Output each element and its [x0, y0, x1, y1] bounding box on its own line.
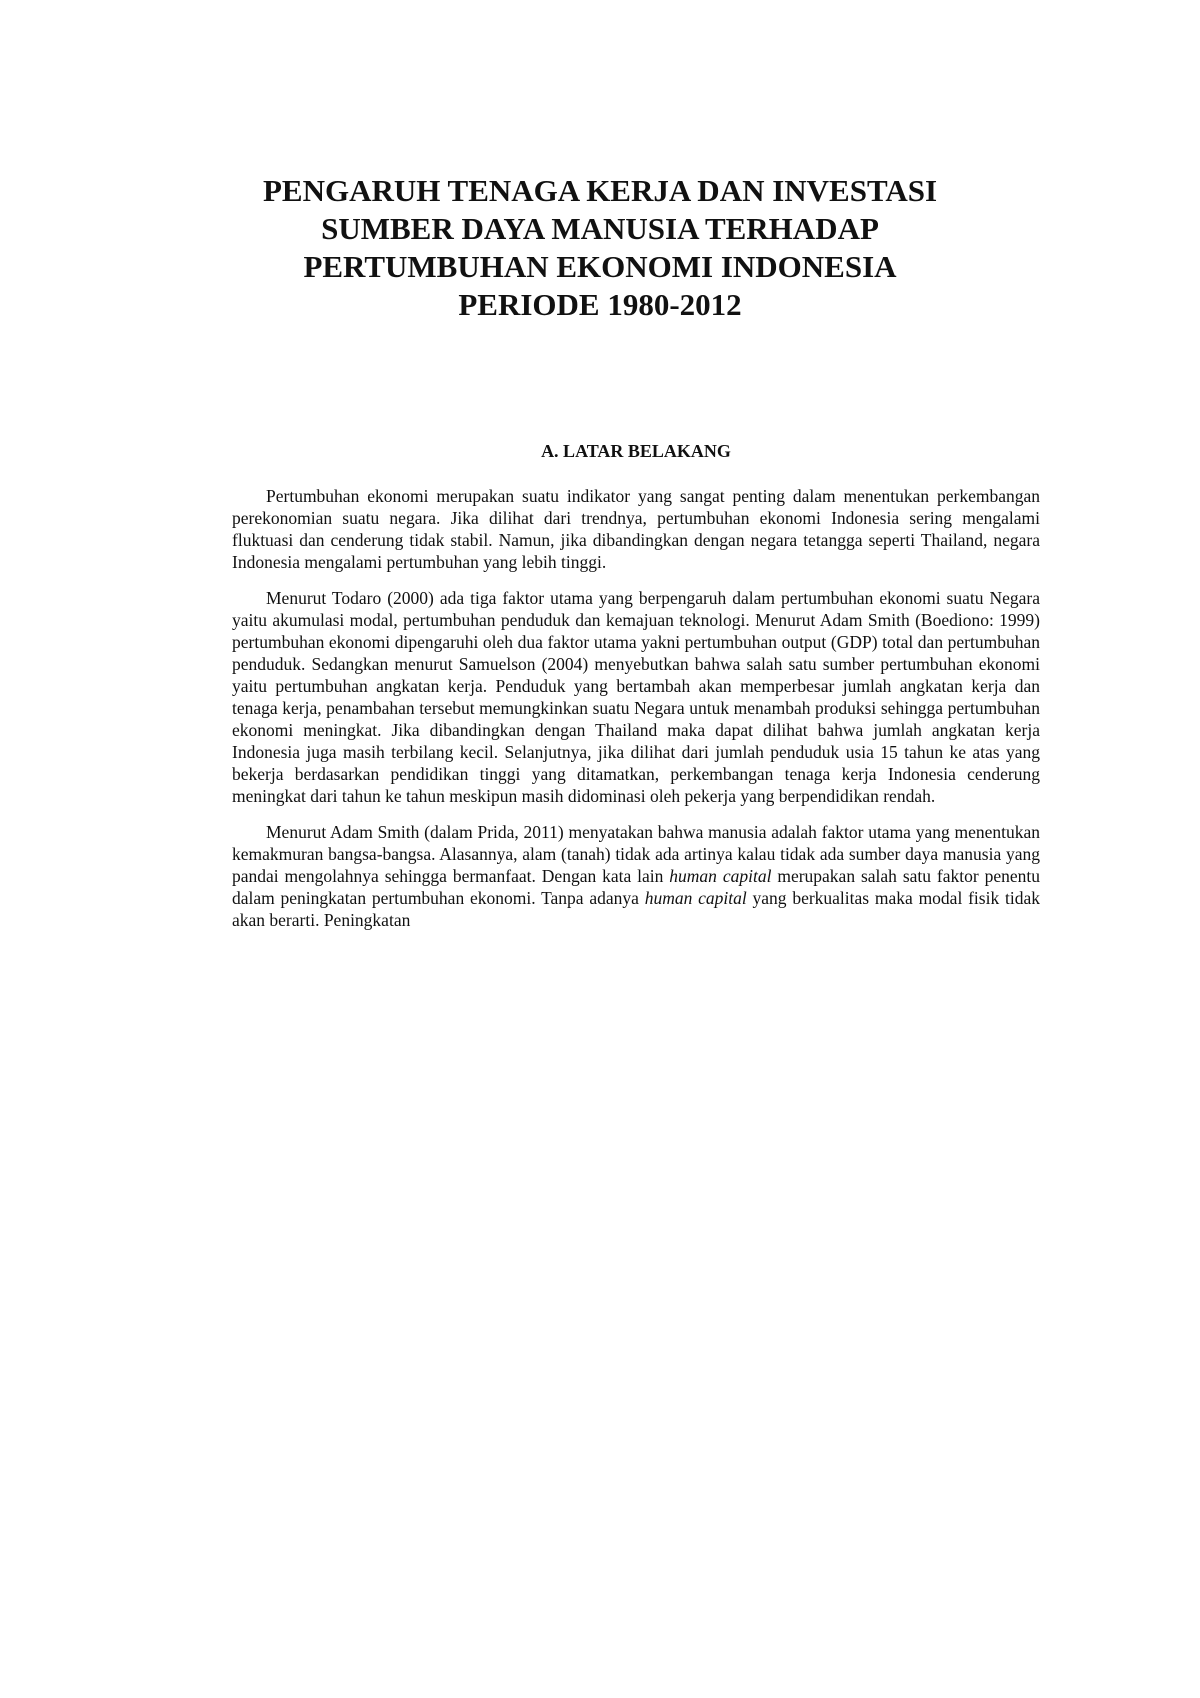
title-line-3: PERTUMBUHAN EKONOMI INDONESIA	[303, 249, 897, 284]
paragraph-2: Menurut Todaro (2000) ada tiga faktor utama yang berpengaruh dalam pertumbuhan ekonomi suatu Negara yaitu akumulasi modal, pertumbuhan penduduk dan kemajuan teknologi. Menurut Adam Smith (Boediono: 1999) pertumbuhan ekonomi dipengaruhi oleh dua faktor utama yakni pertumbuhan output (GDP) total dan pertumbuhan penduduk. Sedangkan menurut Samuelson (2004) menyebutkan bahwa salah satu sumber pertumbuhan ekonomi yaitu pertumbuhan angkatan kerja. Penduduk yang bertambah akan memperbesar jumlah angkatan kerja dan tenaga kerja, penambahan tersebut memungkinkan suatu Negara untuk menambah produksi sehingga pertumbuhan ekonomi meningkat. Jika dibandingkan dengan Thailand maka dapat dilihat bahwa jumlah angkatan kerja Indonesia juga masih terbilang kecil. Selanjutnya, jika dilihat dari jumlah penduduk usia 15 tahun ke atas yang bekerja berdasarkan pendidikan tinggi yang ditamatkan, perkembangan tenaga kerja Indonesia cenderung meningkat dari tahun ke tahun meskipun masih didominasi oleh pekerja yang berpendidikan rendah.	[232, 588, 1040, 806]
italic-term-human-capital-2: human capital	[644, 888, 747, 908]
paper-title	[180, 172, 1020, 324]
paragraph-3-part-3: yang berkualitas maka modal fisik tidak akan berarti. Peningkatan	[232, 888, 1040, 930]
title-line-1: PENGARUH TENAGA KERJA DAN INVESTASI	[262, 173, 938, 208]
section-heading: A. LATAR BELAKANG	[541, 441, 731, 461]
paragraph-3-part-1: Menurut Adam Smith (dalam Prida, 2011) menyatakan bahwa manusia adalah faktor utama yang menentukan kemakmuran bangsa-bangsa. Alasannya, alam (tanah) tidak ada artinya kalau tidak ada sumber daya manusia yang pandai mengolahnya sehingga bermanfaat. Dengan kata lain	[232, 822, 1040, 886]
paragraph-3	[232, 821, 1040, 931]
italic-term-human-capital-1: human capital	[669, 866, 772, 886]
body-text	[232, 485, 1040, 945]
paragraph-3-part-2: merupakan salah satu faktor penentu dalam peningkatan pertumbuhan ekonomi. Tanpa adanya	[232, 866, 1040, 908]
title-line-4: PERIODE 1980-2012	[458, 287, 742, 322]
title-line-2: SUMBER DAYA MANUSIA TERHADAP	[321, 211, 879, 246]
paragraph-1: Pertumbuhan ekonomi merupakan suatu indikator yang sangat penting dalam menentukan perkembangan perekonomian suatu negara. Jika dilihat dari trendnya, pertumbuhan ekonomi Indonesia sering mengalami fluktuasi dan cenderung tidak stabil. Namun, jika dibandingkan dengan negara tetangga seperti Thailand, negara Indonesia mengalami pertumbuhan yang lebih tinggi.	[232, 486, 1040, 572]
